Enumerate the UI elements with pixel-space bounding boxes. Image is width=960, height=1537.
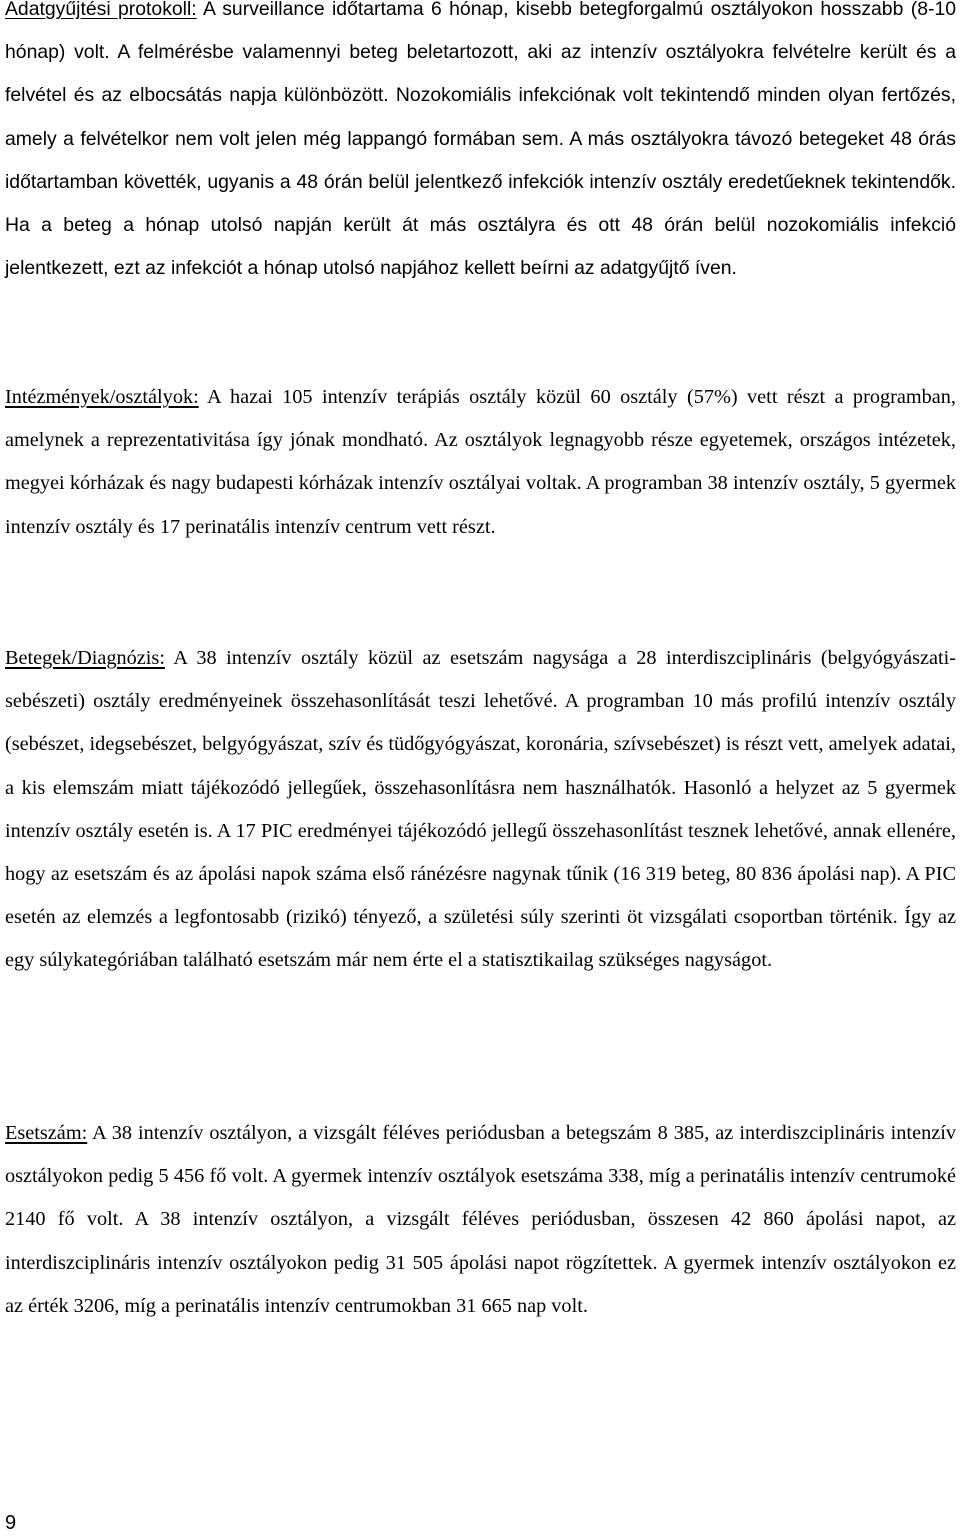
section-text-esetszam: A 38 intenzív osztályon, a vizsgált féléves periódusban a betegszám 8 385, az interdiszciplináris intenzív osztályokon pedig 5 456 fő volt. A gyermek intenzív osztályok esetszáma 338, míg a perinatális intenzív centrumoké 2140 fő volt. A 38 intenzív osztályon, a vizsgált féléves periódusban, összesen 42 860 ápolási napot, az interdiszciplináris intenzív osztályokon pedig 31 505 ápolási napot rögzítettek. A gyermek intenzív osztályokon ez az érték 3206, míg a perinatális intenzív centrumokban 31 665 nap volt. (5, 1122, 956, 1317)
paragraph-adatgyujtesi-protokoll (5, 0, 956, 290)
paragraph-esetszam (5, 1112, 956, 1328)
section-label-esetszam: Esetszám: (5, 1122, 88, 1144)
section-label-adatgyujtesi-protokoll: Adatgyűjtési protokoll: (5, 0, 197, 20)
section-label-intezmenyek-osztalyok: Intézmények/osztályok: (5, 386, 199, 408)
section-text-betegek-diagnozis: A 38 intenzív osztály közül az esetszám nagysága a 28 interdiszciplináris (belgyógyászati-sebészeti) osztály eredményeinek összehasonlítását teszi lehetővé. A programban 10 más profilú intenzív osztály (sebészet, idegsebészet, belgyógyászat, szív és tüdőgyógyászat, koronária, szívsebészet) is részt vett, amelyek adatai, a kis elemszám miatt tájékozódó jellegűek, összehasonlításra nem használhatók. Hasonló a helyzet az 5 gyermek intenzív osztály esetén is. A 17 PIC eredményei tájékozódó jellegű összehasonlítást tesznek lehetővé, annak ellenére, hogy az esetszám és az ápolási napok száma első ránézésre nagynak tűnik (16 319 beteg, 80 836 ápolási nap). A PIC esetén az elemzés a legfontosabb (rizikó) tényező, a születési súly szerinti öt vizsgálati csoportban történik. Így az egy súlykategóriában található esetszám már nem érte el a statisztikailag szükséges nagyságot. (5, 647, 956, 972)
paragraph-betegek-diagnozis (5, 637, 956, 983)
page-number: 9 (5, 1512, 17, 1534)
section-text-intezmenyek-osztalyok: A hazai 105 intenzív terápiás osztály közül 60 osztály (57%) vett részt a programban, amelynek a reprezentativitása így jónak mondható. Az osztályok legnagyobb része egyetemek, országos intézetek, megyei kórházak és nagy budapesti kórházak intenzív osztályai voltak. A programban 38 intenzív osztály, 5 gyermek intenzív osztály és 17 perinatális intenzív centrum vett részt. (5, 386, 956, 538)
section-label-betegek-diagnozis: Betegek/Diagnózis: (5, 647, 165, 669)
paragraph-intezmenyek-osztalyok (5, 376, 956, 549)
section-text-adatgyujtesi-protokoll: A surveillance időtartama 6 hónap, kisebb betegforgalmú osztályokon hosszabb (8-10 hónap) volt. A felmérésbe valamennyi beteg beletartozott, aki az intenzív osztályokra felvételre került és a felvétel és az elbocsátás napja különbözött. Nozokomiális infekciónak volt tekintendő minden olyan fertőzés, amely a felvételkor nem volt jelen még lappangó formában sem. A más osztályokra távozó betegeket 48 órás időtartamban követték, ugyanis a 48 órán belül jelentkező infekciók intenzív osztály eredetűeknek tekintendők. Ha a beteg a hónap utolsó napján került át más osztályra és ott 48 órán belül nozokomiális infekció jelentkezett, ezt az infekciót a hónap utolsó napjához kellett beírni az adatgyűjtő íven. (5, 0, 957, 280)
